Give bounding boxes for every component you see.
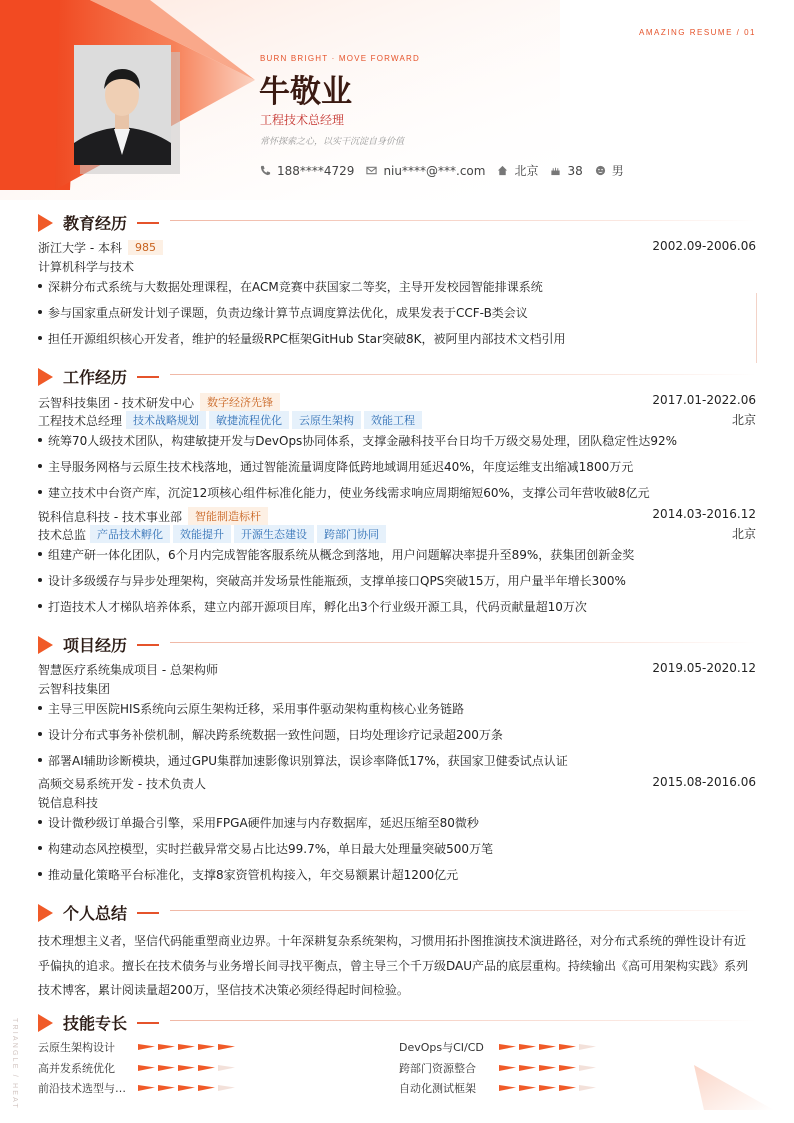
skill-name: 自动化测试框架 bbox=[399, 1082, 476, 1095]
section-projects-title: 项目经历 bbox=[38, 633, 159, 656]
cake-icon bbox=[550, 165, 561, 176]
skill-tag: 开源生态建设 bbox=[234, 525, 314, 543]
mail-icon bbox=[366, 165, 377, 176]
skill-level-filled bbox=[138, 1043, 155, 1051]
contact-phone bbox=[260, 164, 354, 178]
list-item: 组建产研一体化团队，6个月内完成智能客服系统从概念到落地，用户问题解决率提升至89%，获集团创新金奖 bbox=[38, 546, 756, 563]
triangle-icon bbox=[38, 368, 53, 386]
section-divider bbox=[170, 910, 756, 911]
company-name: 云智科技集团 - 技术研发中心 bbox=[38, 395, 194, 410]
skill-tag: 效能工程 bbox=[364, 411, 422, 429]
skill-level-empty bbox=[218, 1084, 235, 1092]
contact-bar bbox=[260, 162, 624, 179]
skill-item bbox=[38, 1039, 235, 1055]
list-item: 担任开源组织核心开发者，维护的轻量级RPC框架GitHub Star突破8K，被阿里内部技术文档引用 bbox=[38, 330, 756, 347]
list-item: 主导三甲医院HIS系统向云原生架构迁移，采用事件驱动架构重构核心业务链路 bbox=[38, 700, 756, 717]
slogan: BURN BRIGHT · MOVE FORWARD bbox=[260, 54, 420, 63]
decorative-rule bbox=[756, 293, 757, 363]
skill-name: 前沿技术选型与… bbox=[38, 1082, 126, 1095]
skill-level-filled bbox=[158, 1043, 175, 1051]
major: 计算机科学与技术 bbox=[38, 260, 135, 274]
project-org: 锐信息科技 bbox=[38, 796, 99, 810]
skill-level bbox=[138, 1043, 235, 1051]
skill-level bbox=[138, 1084, 235, 1092]
list-item: 设计多级缓存与异步处理架构，突破高并发场景性能瓶颈，支撑单接口QPS突破15万，用户量半年增长300% bbox=[38, 572, 756, 589]
corner-decoration bbox=[694, 1060, 784, 1115]
contact-gender bbox=[595, 162, 624, 179]
skill-level-filled bbox=[158, 1084, 175, 1092]
skill-name: 云原生架构设计 bbox=[38, 1041, 115, 1054]
triangle-icon bbox=[38, 904, 53, 922]
skill-level-filled bbox=[198, 1043, 215, 1051]
gender-text: 男 bbox=[611, 164, 624, 178]
project-date: 2015.08-2016.06 bbox=[652, 775, 756, 789]
skill-level-filled bbox=[559, 1084, 576, 1092]
work-date: 2014.03-2016.12 bbox=[652, 507, 756, 521]
triangle-icon bbox=[38, 214, 53, 232]
project-org-row bbox=[38, 794, 756, 811]
skill-tag: 技术战略规划 bbox=[126, 411, 206, 429]
work-location: 北京 bbox=[731, 413, 756, 427]
work-header bbox=[38, 507, 756, 525]
school-tag: 985 bbox=[128, 240, 163, 255]
skill-tag: 敏捷流程优化 bbox=[209, 411, 289, 429]
skill-level-filled bbox=[519, 1084, 536, 1092]
company-tag: 智能制造标杆 bbox=[188, 507, 268, 525]
skill-tag: 跨部门协同 bbox=[317, 525, 386, 543]
home-icon bbox=[497, 165, 508, 176]
skill-level bbox=[499, 1064, 596, 1072]
phone-icon bbox=[260, 165, 271, 176]
company-tag: 数字经济先锋 bbox=[200, 393, 280, 411]
list-item: 建立技术中台资产库，沉淀12项核心组件标准化能力，使业务线需求响应周期缩短60%，支撑公司年营收破8亿元 bbox=[38, 484, 756, 501]
skill-level-filled bbox=[539, 1064, 556, 1072]
skill-level bbox=[499, 1084, 596, 1092]
section-divider bbox=[170, 374, 756, 375]
contact-email bbox=[366, 164, 485, 178]
phone-text: 188****4729 bbox=[277, 163, 355, 178]
skill-item bbox=[399, 1060, 596, 1076]
skill-level-filled bbox=[158, 1064, 175, 1072]
project-name: 智慧医疗系统集成项目 - 总架构师 bbox=[38, 663, 218, 677]
section-divider bbox=[170, 220, 756, 221]
list-item: 构建动态风控模型，实时拦截异常交易占比达99.7%，单日最大处理量突破500万笔 bbox=[38, 840, 756, 857]
skill-tag: 效能提升 bbox=[173, 525, 231, 543]
age-text: 38 bbox=[567, 163, 583, 178]
profile-photo bbox=[74, 45, 171, 165]
contact-age bbox=[550, 164, 582, 178]
candidate-name: 牛敬业 bbox=[259, 74, 352, 110]
summary-text: 技术理想主义者，坚信代码能重塑商业边界。十年深耕复杂系统架构，习惯用拓扑图推演技术演进路径，对分布式系统的弹性设计有近乎偏执的追求。擅长在技术债务与业务增长间寻找平衡点，曾主导三个千万级DAU产品的底层重构。持续输出《高可用架构实践》系列技术博客，累计阅读量超200万，坚信技术决策必须经得起时间检验。 bbox=[38, 934, 749, 997]
skill-item bbox=[38, 1080, 235, 1096]
skill-level-filled bbox=[499, 1043, 516, 1051]
list-item: 统筹70人级技术团队，构建敏捷开发与DevOps协同体系，支撑金融科技平台日均千万级交易处理，团队稳定性达92% bbox=[38, 432, 756, 449]
skill-level-filled bbox=[198, 1084, 215, 1092]
contact-city bbox=[497, 162, 538, 179]
motto: 常怀探索之心，以实干沉淀自身价值 bbox=[260, 137, 405, 147]
education-header bbox=[38, 239, 756, 256]
skill-tag: 产品技术孵化 bbox=[90, 525, 170, 543]
project-name: 高频交易系统开发 - 技术负责人 bbox=[38, 777, 206, 791]
project-org-row bbox=[38, 680, 756, 697]
email-text: niu****@***.com bbox=[383, 163, 486, 178]
skill-level-filled bbox=[519, 1064, 536, 1072]
section-divider bbox=[170, 642, 756, 643]
role-title: 工程技术总经理 bbox=[38, 413, 123, 428]
skill-name: 高并发系统优化 bbox=[38, 1062, 115, 1075]
skill-level-filled bbox=[499, 1084, 516, 1092]
list-item: 设计微秒级订单撮合引擎，采用FPGA硬件加速与内存数据库，延迟压缩至80微秒 bbox=[38, 814, 756, 831]
skill-level-filled bbox=[559, 1043, 576, 1051]
skill-level-filled bbox=[559, 1064, 576, 1072]
person-icon bbox=[595, 165, 606, 176]
skill-level-filled bbox=[218, 1043, 235, 1051]
triangle-icon bbox=[38, 1014, 53, 1032]
list-item: 部署AI辅助诊断模块，通过GPU集群加速影像识别算法，误诊率降低17%，获国家卫健委试点认证 bbox=[38, 752, 756, 769]
city-text: 北京 bbox=[514, 164, 539, 178]
skill-item bbox=[399, 1080, 596, 1096]
resume-tag: AMAZING RESUME / 01 bbox=[639, 28, 756, 37]
list-item: 设计分布式事务补偿机制，解决跨系统数据一致性问题，日均处理诊疗记录超200万条 bbox=[38, 726, 756, 743]
job-title: 工程技术总经理 bbox=[260, 113, 345, 127]
company-name: 锐科信息科技 - 技术事业部 bbox=[38, 509, 182, 524]
section-work-title: 工作经历 bbox=[38, 365, 159, 388]
skill-name: DevOps与CI/CD bbox=[399, 1041, 484, 1054]
work-location: 北京 bbox=[731, 527, 756, 541]
list-item: 打造技术人才梯队培养体系，建立内部开源项目库，孵化出3个行业级开源工具，代码贡献量超10万次 bbox=[38, 598, 756, 615]
section-skills-title: 技能专长 bbox=[38, 1011, 159, 1034]
skill-level-filled bbox=[138, 1084, 155, 1092]
section-education-title: 教育经历 bbox=[38, 211, 159, 234]
work-date: 2017.01-2022.06 bbox=[652, 393, 756, 407]
skill-level-empty bbox=[579, 1043, 596, 1051]
skill-level-empty bbox=[579, 1064, 596, 1072]
skill-tag: 云原生架构 bbox=[292, 411, 361, 429]
education-major-row bbox=[38, 258, 756, 275]
skill-level-filled bbox=[198, 1064, 215, 1072]
skill-item bbox=[38, 1060, 235, 1076]
work-role-row bbox=[38, 525, 756, 543]
skill-level-empty bbox=[579, 1084, 596, 1092]
project-header bbox=[38, 661, 756, 678]
education-date: 2002.09-2006.06 bbox=[652, 239, 756, 253]
school-name: 浙江大学 - 本科 bbox=[38, 241, 122, 255]
side-caption: TRIANGLE / HEAT bbox=[11, 1018, 18, 1110]
skill-level-filled bbox=[138, 1064, 155, 1072]
list-item: 主导服务网格与云原生技术栈落地，通过智能流量调度降低跨地域调用延迟40%，年度运维支出缩减1800万元 bbox=[38, 458, 756, 475]
project-date: 2019.05-2020.12 bbox=[652, 661, 756, 675]
list-item: 参与国家重点研发计划子课题，负责边缘计算节点调度算法优化，成果发表于CCF-B类会议 bbox=[38, 304, 756, 321]
work-role-row bbox=[38, 411, 756, 429]
skill-level-filled bbox=[519, 1043, 536, 1051]
skill-level bbox=[499, 1043, 596, 1051]
skill-level-empty bbox=[218, 1064, 235, 1072]
list-item: 推动量化策略平台标准化，支撑8家资管机构接入，年交易额累计超1200亿元 bbox=[38, 866, 756, 883]
role-title: 技术总监 bbox=[38, 527, 87, 542]
list-item: 深耕分布式系统与大数据处理课程，在ACM竞赛中获国家二等奖，主导开发校园智能排课系统 bbox=[38, 278, 756, 295]
section-divider bbox=[170, 1020, 756, 1021]
skill-level-filled bbox=[499, 1064, 516, 1072]
skill-level bbox=[138, 1064, 235, 1072]
skill-name: 跨部门资源整合 bbox=[399, 1062, 476, 1075]
section-summary-title: 个人总结 bbox=[38, 901, 159, 924]
skill-level-filled bbox=[178, 1043, 195, 1051]
skill-level-filled bbox=[178, 1084, 195, 1092]
skill-level-filled bbox=[539, 1084, 556, 1092]
skill-level-filled bbox=[539, 1043, 556, 1051]
triangle-icon bbox=[38, 636, 53, 654]
skill-level-filled bbox=[178, 1064, 195, 1072]
work-header bbox=[38, 393, 756, 411]
project-header bbox=[38, 775, 756, 792]
project-org: 云智科技集团 bbox=[38, 682, 111, 696]
skill-item bbox=[399, 1039, 596, 1055]
